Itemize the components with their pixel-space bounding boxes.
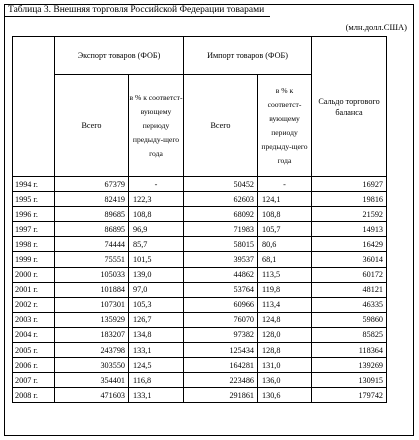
import-total-cell: 68092 xyxy=(184,207,258,222)
balance-cell: 118364 xyxy=(312,343,387,358)
units-label: (млн.долл.США) xyxy=(345,22,407,32)
balance-cell: 179742 xyxy=(312,388,387,403)
balance-cell: 46335 xyxy=(312,297,387,312)
year-cell: 2007 г. xyxy=(13,373,55,388)
balance-cell: 14913 xyxy=(312,222,387,237)
import-total-cell: 44862 xyxy=(184,267,258,282)
table-title: Таблица 3. Внешняя торговля Российской Федерации товарами xyxy=(8,5,265,15)
year-cell: 2002 г. xyxy=(13,297,55,312)
import-total-cell: 125434 xyxy=(184,343,258,358)
year-header xyxy=(13,37,55,177)
balance-cell: 36014 xyxy=(312,252,387,267)
export-pct-cell: 97,0 xyxy=(129,282,184,297)
export-pct-cell: 108,8 xyxy=(129,207,184,222)
export-total-cell: 107301 xyxy=(55,297,129,312)
import-pct-cell: 119,8 xyxy=(258,282,312,297)
year-cell: 2005 г. xyxy=(13,343,55,358)
export-pct-cell: 133,1 xyxy=(129,343,184,358)
import-total-cell: 53764 xyxy=(184,282,258,297)
export-total-cell: 243798 xyxy=(55,343,129,358)
balance-cell: 85825 xyxy=(312,327,387,342)
table-row xyxy=(13,267,387,282)
import-group-header: Импорт товаров (ФОБ) xyxy=(184,37,312,75)
import-total-cell: 223486 xyxy=(184,373,258,388)
import-pct-cell: 80,6 xyxy=(258,237,312,252)
import-pct-header: в % к соответст-вующему периоду предыду-щего года xyxy=(258,75,312,177)
year-cell: 1996 г. xyxy=(13,207,55,222)
export-pct-cell: 124,5 xyxy=(129,358,184,373)
import-pct-cell: 128,0 xyxy=(258,327,312,342)
export-group-header: Экспорт товаров (ФОБ) xyxy=(55,37,184,75)
import-pct-cell: 131,0 xyxy=(258,358,312,373)
export-pct-cell: 105,3 xyxy=(129,297,184,312)
export-total-cell: 74444 xyxy=(55,237,129,252)
import-pct-cell: 113,5 xyxy=(258,267,312,282)
table-row xyxy=(13,282,387,297)
import-pct-cell: 68,1 xyxy=(258,252,312,267)
balance-cell: 60172 xyxy=(312,267,387,282)
export-total-cell: 183207 xyxy=(55,327,129,342)
import-total-cell: 39537 xyxy=(184,252,258,267)
year-cell: 2001 г. xyxy=(13,282,55,297)
import-total-cell: 164281 xyxy=(184,358,258,373)
balance-cell: 139269 xyxy=(312,358,387,373)
export-total-cell: 471603 xyxy=(55,388,129,403)
balance-cell: 16927 xyxy=(312,177,387,192)
export-pct-cell: 133,1 xyxy=(129,388,184,403)
export-total-cell: 135929 xyxy=(55,312,129,327)
table-row xyxy=(13,327,387,342)
export-total-cell: 303550 xyxy=(55,358,129,373)
export-total-cell: 105033 xyxy=(55,267,129,282)
trade-table xyxy=(12,36,387,403)
table-row xyxy=(13,358,387,373)
table-row xyxy=(13,207,387,222)
import-pct-cell: 108,8 xyxy=(258,207,312,222)
table-row xyxy=(13,297,387,312)
year-cell: 1998 г. xyxy=(13,237,55,252)
table-row xyxy=(13,343,387,358)
export-pct-cell: 126,7 xyxy=(129,312,184,327)
export-total-cell: 89685 xyxy=(55,207,129,222)
table-row xyxy=(13,237,387,252)
balance-cell: 21592 xyxy=(312,207,387,222)
import-pct-cell: 124,8 xyxy=(258,312,312,327)
import-total-header: Всего xyxy=(184,75,258,177)
import-total-cell: 97382 xyxy=(184,327,258,342)
import-total-cell: 58015 xyxy=(184,237,258,252)
year-cell: 1999 г. xyxy=(13,252,55,267)
export-total-header: Всего xyxy=(55,75,129,177)
table-row xyxy=(13,177,387,192)
year-cell: 2006 г. xyxy=(13,358,55,373)
import-pct-cell: 136,0 xyxy=(258,373,312,388)
balance-cell: 19816 xyxy=(312,192,387,207)
import-total-cell: 71983 xyxy=(184,222,258,237)
import-pct-cell: - xyxy=(258,177,312,192)
export-pct-header: в % к соответст-вующему периоду предыду-щего года xyxy=(129,75,184,177)
year-cell: 1995 г. xyxy=(13,192,55,207)
export-pct-cell: 101,5 xyxy=(129,252,184,267)
year-cell: 2003 г. xyxy=(13,312,55,327)
export-pct-cell: 96,9 xyxy=(129,222,184,237)
import-total-cell: 76070 xyxy=(184,312,258,327)
export-total-cell: 354401 xyxy=(55,373,129,388)
year-cell: 1994 г. xyxy=(13,177,55,192)
year-cell: 2004 г. xyxy=(13,327,55,342)
export-total-cell: 67379 xyxy=(55,177,129,192)
balance-cell: 16429 xyxy=(312,237,387,252)
import-total-cell: 60966 xyxy=(184,297,258,312)
export-pct-cell: - xyxy=(129,177,184,192)
export-total-cell: 86895 xyxy=(55,222,129,237)
table-row xyxy=(13,388,387,403)
import-pct-cell: 128,8 xyxy=(258,343,312,358)
export-pct-cell: 139,0 xyxy=(129,267,184,282)
import-pct-cell: 113,4 xyxy=(258,297,312,312)
table-row xyxy=(13,222,387,237)
table-row xyxy=(13,252,387,267)
balance-header: Сальдо торгового баланса xyxy=(312,37,387,177)
import-total-cell: 62603 xyxy=(184,192,258,207)
export-total-cell: 82419 xyxy=(55,192,129,207)
year-cell: 1997 г. xyxy=(13,222,55,237)
export-pct-cell: 116,8 xyxy=(129,373,184,388)
balance-cell: 59860 xyxy=(312,312,387,327)
export-pct-cell: 122,3 xyxy=(129,192,184,207)
title-underline xyxy=(5,16,270,17)
table-row xyxy=(13,373,387,388)
year-cell: 2000 г. xyxy=(13,267,55,282)
export-pct-cell: 134,8 xyxy=(129,327,184,342)
balance-cell: 130915 xyxy=(312,373,387,388)
import-pct-cell: 105,7 xyxy=(258,222,312,237)
export-pct-cell: 85,7 xyxy=(129,237,184,252)
export-total-cell: 101884 xyxy=(55,282,129,297)
import-pct-cell: 124,1 xyxy=(258,192,312,207)
balance-cell: 48121 xyxy=(312,282,387,297)
import-pct-cell: 130,6 xyxy=(258,388,312,403)
import-total-cell: 50452 xyxy=(184,177,258,192)
export-total-cell: 75551 xyxy=(55,252,129,267)
import-total-cell: 291861 xyxy=(184,388,258,403)
table-row xyxy=(13,312,387,327)
year-cell: 2008 г. xyxy=(13,388,55,403)
table-row xyxy=(13,192,387,207)
